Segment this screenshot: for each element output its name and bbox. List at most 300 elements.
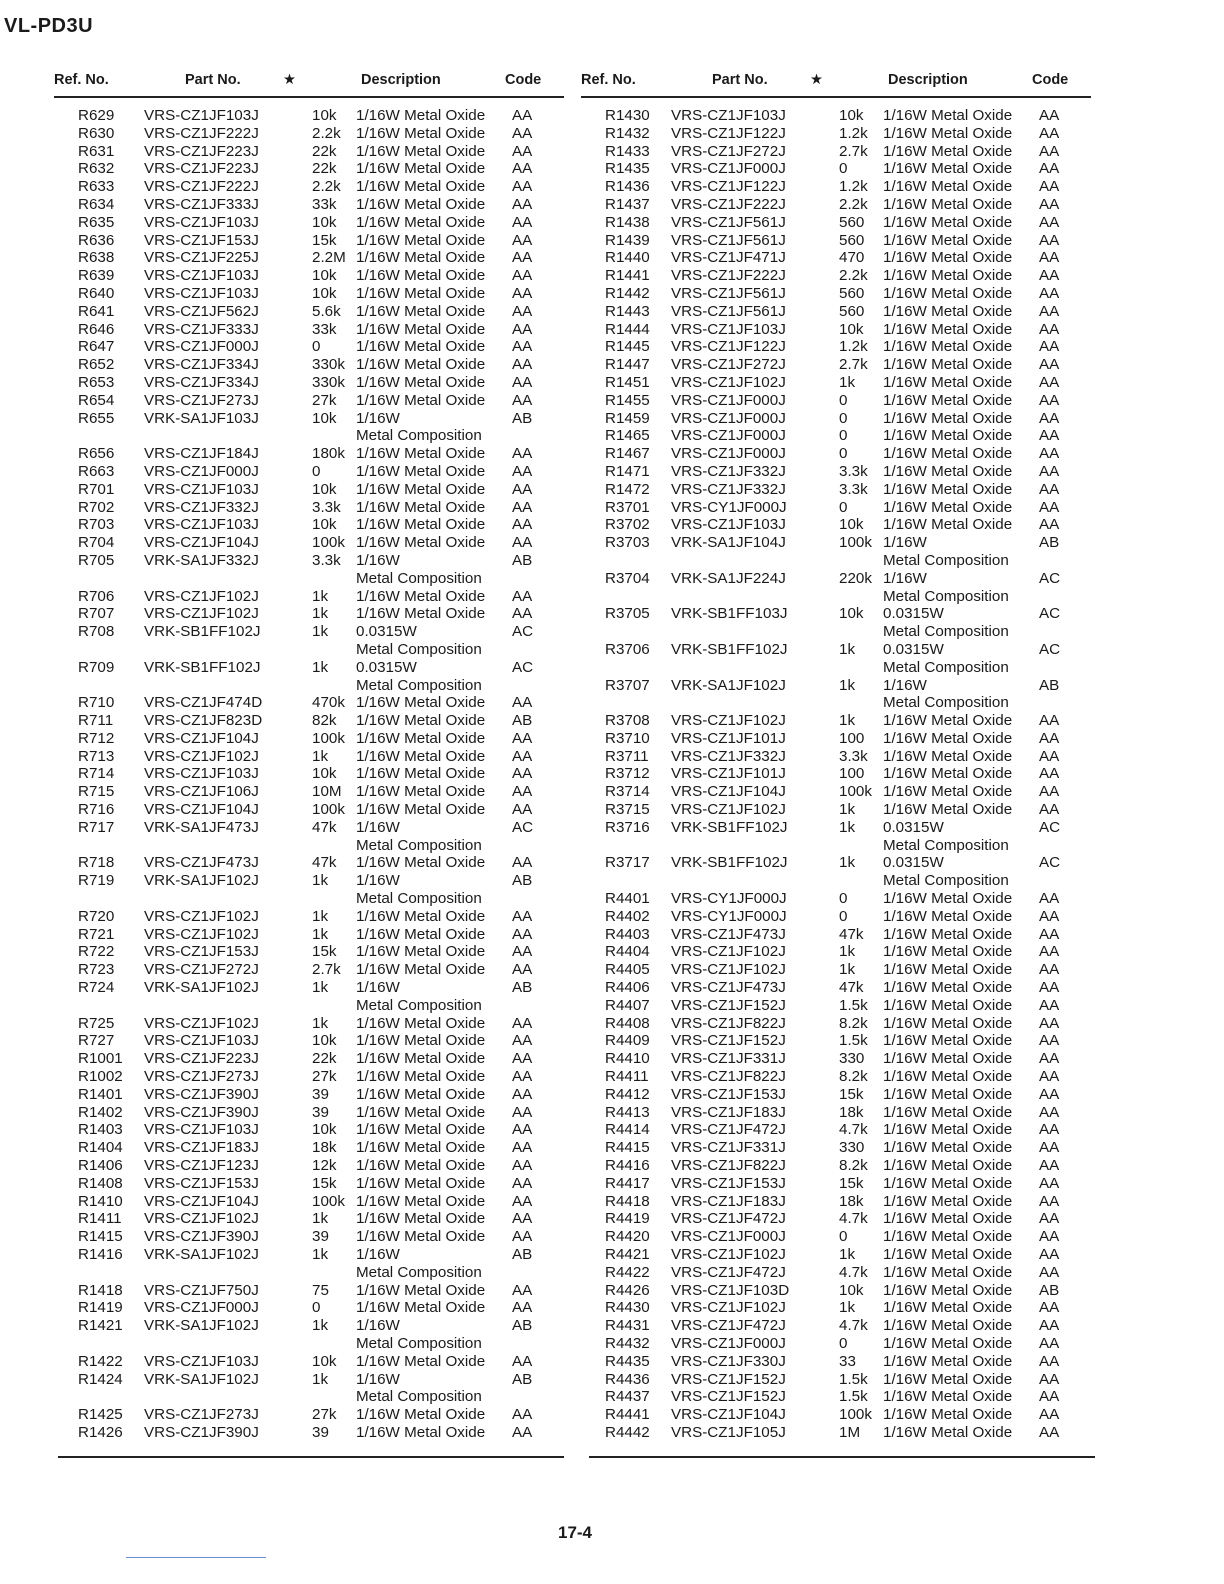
bottom-rule-left — [58, 1456, 564, 1458]
ref-no: R1415 — [78, 1228, 123, 1246]
description: Metal Composition — [883, 836, 1009, 854]
code: AA — [1039, 1299, 1060, 1317]
table-row — [54, 677, 564, 695]
part-no: VRS-CZ1JF273J — [144, 1406, 259, 1424]
header-description: Description — [888, 72, 968, 88]
code: AC — [1039, 640, 1061, 658]
code: AA — [1039, 302, 1060, 320]
table-row — [54, 534, 564, 552]
part-no: VRS-CZ1JF153J — [671, 1085, 786, 1103]
description: Metal Composition — [883, 872, 1009, 890]
table-row — [54, 410, 564, 428]
value: 39 — [312, 1228, 329, 1246]
code: AA — [1039, 1334, 1060, 1352]
value: 1.2k — [839, 124, 868, 142]
description: 1/16W Metal Oxide — [883, 1192, 1013, 1210]
table-row — [54, 854, 564, 872]
value: 4.7k — [839, 1210, 868, 1228]
code: AA — [1039, 1246, 1060, 1263]
description: 1/16W Metal Oxide — [883, 729, 1013, 747]
header-part-no: Part No. — [185, 72, 241, 88]
description: 1/16W Metal Oxide — [883, 498, 1013, 516]
part-no: VRS-CZ1JF390J — [144, 1103, 259, 1121]
ref-no: R641 — [78, 302, 115, 320]
part-no: VRS-CZ1JF102J — [671, 1299, 786, 1317]
part-no: VRS-CZ1JF331J — [671, 1139, 786, 1157]
part-no: VRS-CZ1JF473J — [671, 979, 786, 997]
table-row — [54, 1335, 564, 1353]
part-no: VRS-CZ1JF103J — [671, 516, 786, 534]
value: 2.7k — [839, 142, 868, 160]
table-row — [581, 178, 1091, 196]
part-no: VRS-CZ1JF184J — [144, 445, 259, 463]
table-row — [54, 943, 564, 961]
value: 330k — [312, 356, 345, 374]
ref-no: R1402 — [78, 1103, 123, 1121]
ref-no: R3707 — [605, 676, 650, 694]
description: 1/16W Metal Oxide — [356, 462, 486, 480]
table-row — [54, 1246, 564, 1264]
ref-no: R1001 — [78, 1050, 123, 1068]
table-row — [54, 872, 564, 890]
table-row — [581, 107, 1091, 125]
code: AA — [1039, 267, 1060, 285]
description: Metal Composition — [883, 694, 1009, 712]
part-no: VRS-CZ1JF750J — [144, 1281, 259, 1299]
description: 1/16W Metal Oxide — [356, 1139, 486, 1157]
table-row — [581, 1335, 1091, 1353]
value: 39 — [312, 1085, 329, 1103]
description: 1/16W Metal Oxide — [356, 1103, 486, 1121]
part-no: VRS-CY1JF000J — [671, 498, 787, 516]
table-row — [54, 783, 564, 801]
code: AA — [1039, 409, 1060, 427]
value: 39 — [312, 1423, 329, 1441]
table-row — [581, 214, 1091, 232]
ref-no: R4437 — [605, 1388, 650, 1406]
part-no: VRS-CZ1JF223J — [144, 160, 259, 178]
ref-no: R639 — [78, 267, 115, 285]
table-row — [54, 303, 564, 321]
description: 1/16W Metal Oxide — [356, 1121, 486, 1139]
code: AA — [1039, 1263, 1060, 1281]
part-no: VRS-CZ1JF103J — [144, 1121, 259, 1139]
value: 10k — [312, 1121, 337, 1139]
table-row — [581, 374, 1091, 392]
description: 1/16W Metal Oxide — [883, 302, 1013, 320]
part-no: VRS-CZ1JF822J — [671, 1068, 786, 1086]
description: 1/16W — [356, 1246, 400, 1263]
value: 2.7k — [312, 961, 341, 979]
part-no: VRS-CZ1JF225J — [144, 249, 259, 267]
ref-no: R712 — [78, 729, 115, 747]
value: 22k — [312, 160, 337, 178]
value: 10k — [312, 1032, 337, 1050]
description: 1/16W Metal Oxide — [356, 516, 486, 534]
part-no: VRS-CY1JF000J — [671, 890, 787, 908]
part-no: VRS-CZ1JF103J — [144, 1352, 259, 1370]
table-row — [54, 1015, 564, 1033]
description: 1/16W — [356, 551, 400, 569]
code: AA — [1039, 427, 1060, 445]
ref-no: R1418 — [78, 1281, 123, 1299]
part-no: VRS-CZ1JF223J — [144, 1050, 259, 1068]
code: AB — [1039, 676, 1060, 694]
table-row — [54, 178, 564, 196]
value: 0 — [839, 1228, 848, 1246]
header-part-no: Part No. — [712, 72, 768, 88]
code: AA — [512, 534, 533, 552]
ref-no: R4402 — [605, 907, 650, 925]
ref-no: R4409 — [605, 1032, 650, 1050]
part-no: VRS-CZ1JF561J — [671, 284, 786, 302]
ref-no: R3712 — [605, 765, 650, 783]
description: 1/16W Metal Oxide — [356, 391, 486, 409]
description: Metal Composition — [356, 996, 482, 1014]
ref-no: R631 — [78, 142, 115, 160]
ref-no: R1408 — [78, 1174, 123, 1192]
part-no: VRS-CZ1JF390J — [144, 1085, 259, 1103]
part-no: VRS-CZ1JF153J — [144, 1174, 259, 1192]
description: 1/16W Metal Oxide — [356, 107, 486, 124]
value: 1k — [839, 854, 856, 872]
code: AA — [512, 445, 533, 463]
code: AA — [512, 925, 533, 943]
description: 1/16W Metal Oxide — [883, 445, 1013, 463]
ref-no: R1440 — [605, 249, 650, 267]
table-row — [581, 1121, 1091, 1139]
part-no: VRS-CZ1JF103J — [144, 1032, 259, 1050]
value: 18k — [839, 1192, 864, 1210]
ref-no: R702 — [78, 498, 115, 516]
code: AA — [1039, 907, 1060, 925]
table-row — [581, 1406, 1091, 1424]
code: AA — [512, 1192, 533, 1210]
code: AA — [512, 462, 533, 480]
value: 0 — [839, 907, 848, 925]
part-no: VRK-SA1JF102J — [144, 1317, 259, 1335]
table-row — [581, 659, 1091, 677]
ref-no: R1451 — [605, 373, 650, 391]
code: AA — [1039, 1370, 1060, 1388]
table-row — [54, 730, 564, 748]
ref-no: R720 — [78, 907, 115, 925]
ref-no: R3702 — [605, 516, 650, 534]
code: AA — [1039, 1068, 1060, 1086]
ref-no: R4422 — [605, 1263, 650, 1281]
code: AA — [512, 1050, 533, 1068]
ref-no: R3708 — [605, 712, 650, 730]
value: 10k — [839, 107, 864, 124]
blue-underline — [126, 1557, 266, 1558]
ref-no: R707 — [78, 605, 115, 623]
code: AA — [512, 480, 533, 498]
description: 1/16W Metal Oxide — [356, 854, 486, 872]
description: 1/16W Metal Oxide — [883, 943, 1013, 961]
code: AA — [512, 1406, 533, 1424]
ref-no: R713 — [78, 747, 115, 765]
table-row — [581, 1388, 1091, 1406]
table-row — [581, 819, 1091, 837]
part-no: VRS-CZ1JF103J — [144, 765, 259, 783]
description: 1/16W Metal Oxide — [356, 1352, 486, 1370]
part-no: VRS-CZ1JF223J — [144, 142, 259, 160]
description: 1/16W Metal Oxide — [356, 943, 486, 961]
table-row — [581, 1032, 1091, 1050]
description: 1/16W Metal Oxide — [356, 160, 486, 178]
table-row — [581, 1317, 1091, 1335]
part-no: VRS-CZ1JF153J — [144, 943, 259, 961]
description: 1/16W — [356, 818, 400, 836]
description: 1/16W Metal Oxide — [356, 1210, 486, 1228]
value: 82k — [312, 712, 337, 730]
part-no: VRS-CZ1JF473J — [671, 925, 786, 943]
table-row — [581, 783, 1091, 801]
table-row — [581, 890, 1091, 908]
ref-no: R4412 — [605, 1085, 650, 1103]
table-row — [54, 1104, 564, 1122]
code: AA — [1039, 961, 1060, 979]
value: 10k — [839, 516, 864, 534]
table-row — [54, 1299, 564, 1317]
code: AA — [1039, 498, 1060, 516]
code: AA — [1039, 1121, 1060, 1139]
description: 1/16W Metal Oxide — [883, 1299, 1013, 1317]
description: 1/16W Metal Oxide — [356, 907, 486, 925]
value: 0 — [839, 445, 848, 463]
code: AA — [512, 1121, 533, 1139]
ref-no: R1401 — [78, 1085, 123, 1103]
code: AA — [512, 694, 533, 712]
code: AA — [1039, 178, 1060, 196]
code: AA — [512, 854, 533, 872]
value: 0 — [312, 462, 321, 480]
code: AC — [512, 623, 534, 641]
value: 100k — [839, 534, 872, 552]
code: AA — [512, 1423, 533, 1441]
table-row — [54, 356, 564, 374]
ref-no: R4407 — [605, 996, 650, 1014]
part-no: VRS-CZ1JF000J — [671, 1228, 786, 1246]
ref-no: R629 — [78, 107, 115, 124]
value: 100k — [312, 1192, 345, 1210]
table-row — [54, 1068, 564, 1086]
code: AA — [512, 1174, 533, 1192]
table-row — [581, 570, 1091, 588]
part-no: VRK-SA1JF102J — [144, 1370, 259, 1388]
value: 330 — [839, 1050, 865, 1068]
description: 1/16W Metal Oxide — [883, 409, 1013, 427]
part-no: VRS-CZ1JF000J — [671, 445, 786, 463]
table-row — [54, 285, 564, 303]
description: 1/16W Metal Oxide — [883, 925, 1013, 943]
table-row — [581, 267, 1091, 285]
table-row — [54, 445, 564, 463]
table-row — [54, 1193, 564, 1211]
value: 220k — [839, 569, 872, 587]
description: 1/16W Metal Oxide — [356, 249, 486, 267]
code: AA — [1039, 925, 1060, 943]
code: AA — [1039, 1174, 1060, 1192]
part-no: VRS-CZ1JF103J — [144, 516, 259, 534]
value: 560 — [839, 231, 865, 249]
description: Metal Composition — [883, 587, 1009, 605]
part-no: VRS-CZ1JF122J — [671, 124, 786, 142]
part-no: VRS-CY1JF000J — [671, 907, 787, 925]
value: 1k — [312, 1317, 329, 1335]
part-no: VRS-CZ1JF153J — [144, 231, 259, 249]
part-no: VRS-CZ1JF331J — [671, 1050, 786, 1068]
description: 0.0315W — [356, 623, 417, 641]
description: 1/16W Metal Oxide — [883, 1263, 1013, 1281]
part-no: VRS-CZ1JF104J — [144, 729, 259, 747]
description: 1/16W Metal Oxide — [356, 142, 486, 160]
table-row — [54, 765, 564, 783]
part-no: VRS-CZ1JF104J — [144, 534, 259, 552]
value: 1k — [839, 1299, 856, 1317]
ref-no: R703 — [78, 516, 115, 534]
part-no: VRS-CZ1JF103J — [144, 107, 259, 124]
ref-no: R3717 — [605, 854, 650, 872]
part-no: VRS-CZ1JF000J — [144, 338, 259, 356]
table-row — [581, 1424, 1091, 1442]
description: 1/16W Metal Oxide — [883, 979, 1013, 997]
table-row — [54, 107, 564, 125]
part-no: VRS-CZ1JF561J — [671, 213, 786, 231]
ref-no: R1416 — [78, 1246, 123, 1263]
part-no: VRS-CZ1JF273J — [144, 1068, 259, 1086]
part-no: VRK-SA1JF102J — [144, 979, 259, 997]
value: 10k — [312, 480, 337, 498]
ref-no: R1442 — [605, 284, 650, 302]
value: 560 — [839, 302, 865, 320]
table-row — [581, 997, 1091, 1015]
description: 1/16W Metal Oxide — [356, 338, 486, 356]
ref-no: R1459 — [605, 409, 650, 427]
table-row — [54, 481, 564, 499]
ref-no: R4406 — [605, 979, 650, 997]
description: 1/16W Metal Oxide — [356, 302, 486, 320]
code: AA — [1039, 1192, 1060, 1210]
code: AA — [512, 1032, 533, 1050]
value: 1k — [839, 1246, 856, 1263]
code: AA — [512, 1103, 533, 1121]
table-row — [54, 125, 564, 143]
ref-no: R4408 — [605, 1014, 650, 1032]
ref-no: R3716 — [605, 818, 650, 836]
part-no: VRS-CZ1JF183J — [671, 1192, 786, 1210]
ref-no: R717 — [78, 818, 115, 836]
table-header — [54, 66, 564, 98]
code: AA — [512, 1228, 533, 1246]
value: 1k — [312, 623, 329, 641]
table-row — [54, 1317, 564, 1335]
part-no: VRS-CZ1JF562J — [144, 302, 259, 320]
part-no: VRS-CZ1JF105J — [671, 1423, 786, 1441]
part-no: VRS-CZ1JF561J — [671, 302, 786, 320]
table-row — [581, 837, 1091, 855]
value: 1k — [312, 605, 329, 623]
description: 1/16W Metal Oxide — [356, 747, 486, 765]
value: 8.2k — [839, 1068, 868, 1086]
code: AA — [512, 373, 533, 391]
part-no: VRS-CZ1JF104J — [144, 1192, 259, 1210]
table-row — [54, 1210, 564, 1228]
ref-no: R640 — [78, 284, 115, 302]
description: 1/16W Metal Oxide — [883, 391, 1013, 409]
value: 330 — [839, 1139, 865, 1157]
part-no: VRK-SA1JF224J — [671, 569, 786, 587]
part-no: VRS-CZ1JF102J — [144, 605, 259, 623]
code: AA — [512, 747, 533, 765]
ref-no: R635 — [78, 213, 115, 231]
code: AA — [1039, 338, 1060, 356]
code: AA — [512, 391, 533, 409]
part-no: VRK-SB1FF103J — [671, 605, 788, 623]
ref-no: R1439 — [605, 231, 650, 249]
code: AA — [1039, 747, 1060, 765]
value: 0 — [312, 338, 321, 356]
header-ref-no: Ref. No. — [581, 72, 636, 88]
code: AB — [512, 551, 533, 569]
part-no: VRS-CZ1JF102J — [671, 373, 786, 391]
description: 1/16W Metal Oxide — [883, 996, 1013, 1014]
value: 1k — [312, 925, 329, 943]
description: 1/16W Metal Oxide — [883, 124, 1013, 142]
table-row — [581, 1157, 1091, 1175]
model-title: VL-PD3U — [4, 15, 94, 37]
value: 15k — [312, 1174, 337, 1192]
code: AB — [512, 1317, 533, 1335]
header-star-mark: ★ — [283, 72, 296, 88]
description: 1/16W Metal Oxide — [356, 267, 486, 285]
code: AA — [1039, 801, 1060, 819]
table-row — [581, 321, 1091, 339]
value: 0 — [839, 160, 848, 178]
part-no: VRK-SB1FF102J — [144, 658, 261, 676]
table-row — [581, 1353, 1091, 1371]
part-no: VRS-CZ1JF472J — [671, 1317, 786, 1335]
description: 1/16W Metal Oxide — [883, 1246, 1013, 1263]
table-row — [54, 819, 564, 837]
table-row — [581, 1068, 1091, 1086]
description: 1/16W Metal Oxide — [883, 462, 1013, 480]
code: AA — [1039, 996, 1060, 1014]
code: AA — [512, 1014, 533, 1032]
table-row — [581, 943, 1091, 961]
value: 560 — [839, 213, 865, 231]
table-row — [54, 1157, 564, 1175]
description: 1/16W Metal Oxide — [883, 1423, 1013, 1441]
value: 1k — [839, 943, 856, 961]
description: 1/16W Metal Oxide — [883, 142, 1013, 160]
part-no: VRS-CZ1JF101J — [671, 729, 786, 747]
description: 1/16W — [356, 872, 400, 890]
description: Metal Composition — [356, 890, 482, 908]
part-no: VRS-CZ1JF272J — [671, 356, 786, 374]
value: 3.3k — [839, 462, 868, 480]
table-row — [54, 1406, 564, 1424]
code: AA — [1039, 124, 1060, 142]
code: AA — [512, 907, 533, 925]
ref-no: R1426 — [78, 1423, 123, 1441]
ref-no: R709 — [78, 658, 115, 676]
table-row — [581, 1264, 1091, 1282]
ref-no: R638 — [78, 249, 115, 267]
value: 1.2k — [839, 338, 868, 356]
description: 1/16W Metal Oxide — [883, 712, 1013, 730]
table-row — [54, 1139, 564, 1157]
